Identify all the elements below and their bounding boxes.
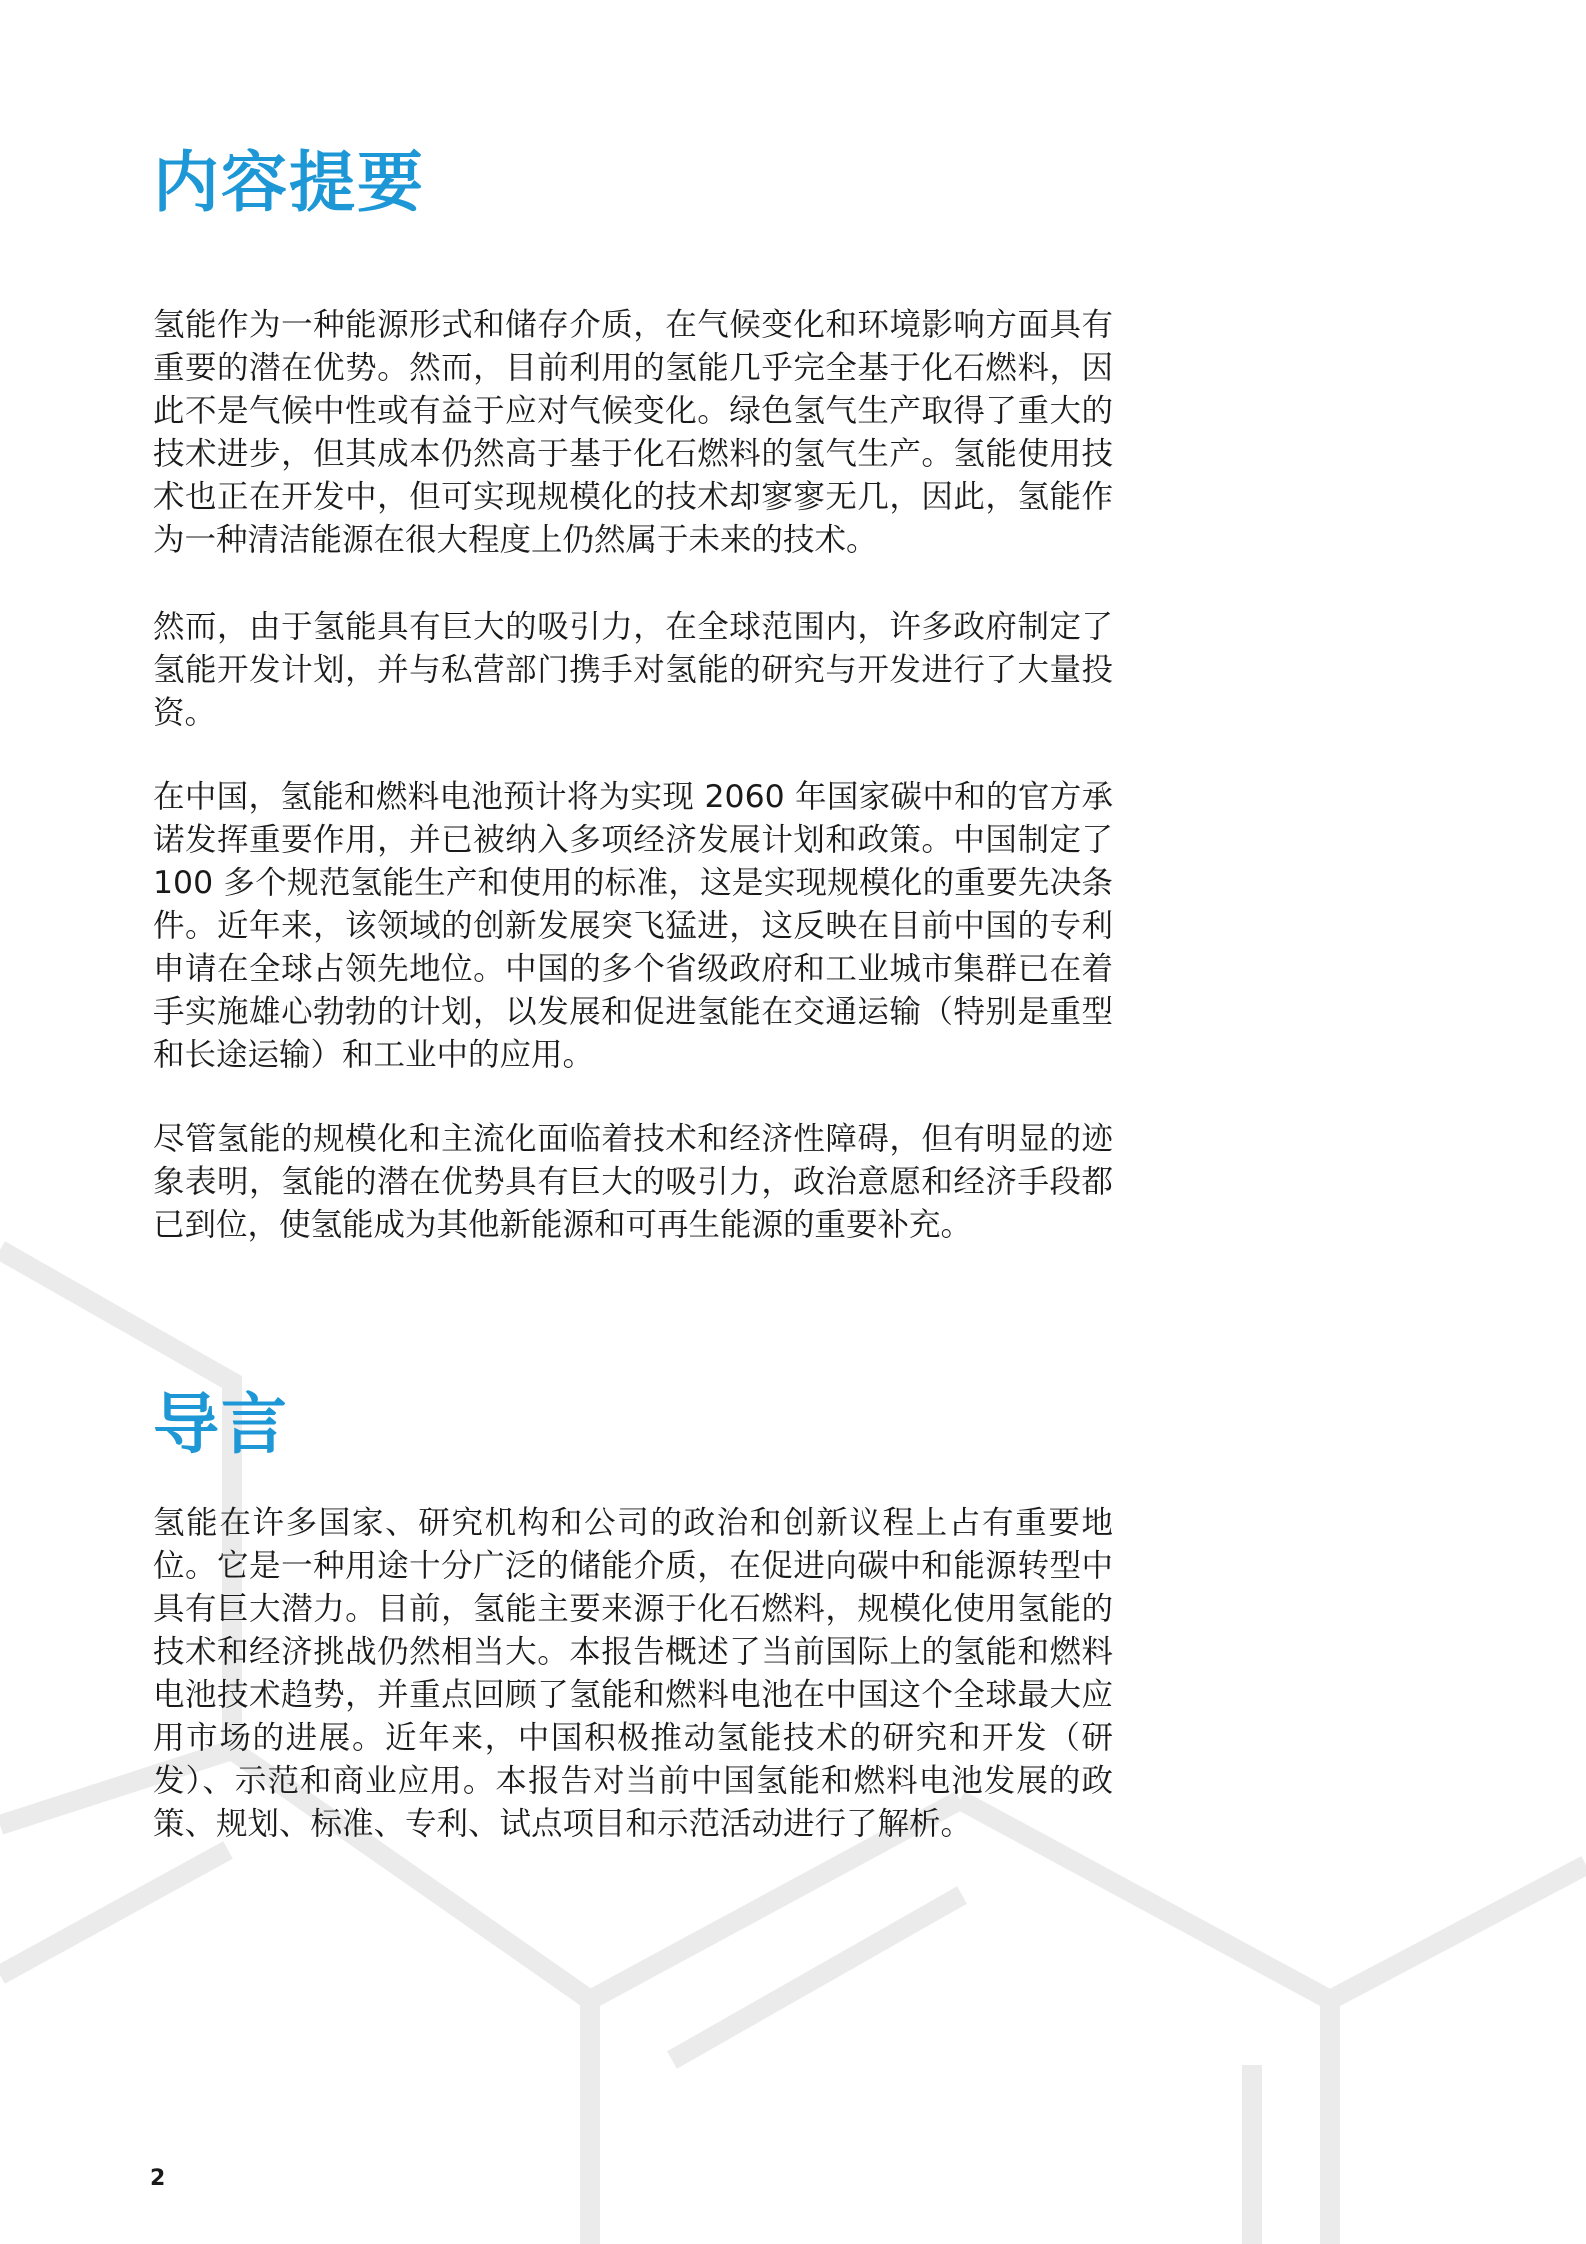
summary-paragraph: 在中国，氢能和燃料电池预计将为实现 2060 年国家碳中和的官方承诺发挥重要作用，并已被纳入多项经济发展计划和政策。中国制定了 100 多个规范氢能生产和使用的标准，这是实现规模化的重要先决条件。近年来，该领域的创新发展突飞猛进，这反映在目前中国的专利申请在全球占领先地位。中国的多个省级政府和工业城市集群已在着手实施雄心勃勃的计划，以发展和促进氢能在交通运输（特别是重型和长途运输）和工业中的应用。 [153, 779, 1113, 1073]
summary-paragraph: 氢能作为一种能源形式和储存介质，在气候变化和环境影响方面具有重要的潜在优势。然而，目前利用的氢能几乎完全基于化石燃料，因此不是气候中性或有益于应对气候变化。绿色氢气生产取得了重大的技术进步，但其成本仍然高于基于化石燃料的氢气生产。氢能使用技术也正在开发中，但可实现规模化的技术却寥寥无几，因此，氢能作为一种清洁能源在很大程度上仍然属于未来的技术。 [153, 307, 1113, 558]
hex-line [1330, 1865, 1586, 2000]
summary-paragraph: 然而，由于氢能具有巨大的吸引力，在全球范围内，许多政府制定了氢能开发计划，并与私营部门携手对氢能的研究与开发进行了大量投资。 [153, 609, 1113, 731]
hex-line [672, 1895, 962, 2060]
hex-line [0, 1850, 228, 1975]
introduction-heading: 导言 [153, 1386, 289, 1463]
summary-heading: 内容提要 [153, 144, 425, 221]
page-number: 2 [150, 2166, 166, 2191]
introduction-paragraph: 氢能在许多国家、研究机构和公司的政治和创新议程上占有重要地位。它是一种用途十分广泛的储能介质，在促进向碳中和能源转型中具有巨大潜力。目前，氢能主要来源于化石燃料，规模化使用氢能的技术和经济挑战仍然相当大。本报告概述了当前国际上的氢能和燃料电池技术趋势，并重点回顾了氢能和燃料电池在中国这个全球最大应用市场的进展。近年来，中国积极推动氢能技术的研究和开发（研发）、示范和商业应用。本报告对当前中国氢能和燃料电池发展的政策、规划、标准、专利、试点项目和示范活动进行了解析。 [153, 1505, 1113, 1842]
hex-line [960, 1800, 1330, 2244]
summary-paragraph: 尽管氢能的规模化和主流化面临着技术和经济性障碍，但有明显的迹象表明，氢能的潜在优势具有巨大的吸引力，政治意愿和经济手段都已到位，使氢能成为其他新能源和可再生能源的重要补充。 [153, 1121, 1113, 1243]
